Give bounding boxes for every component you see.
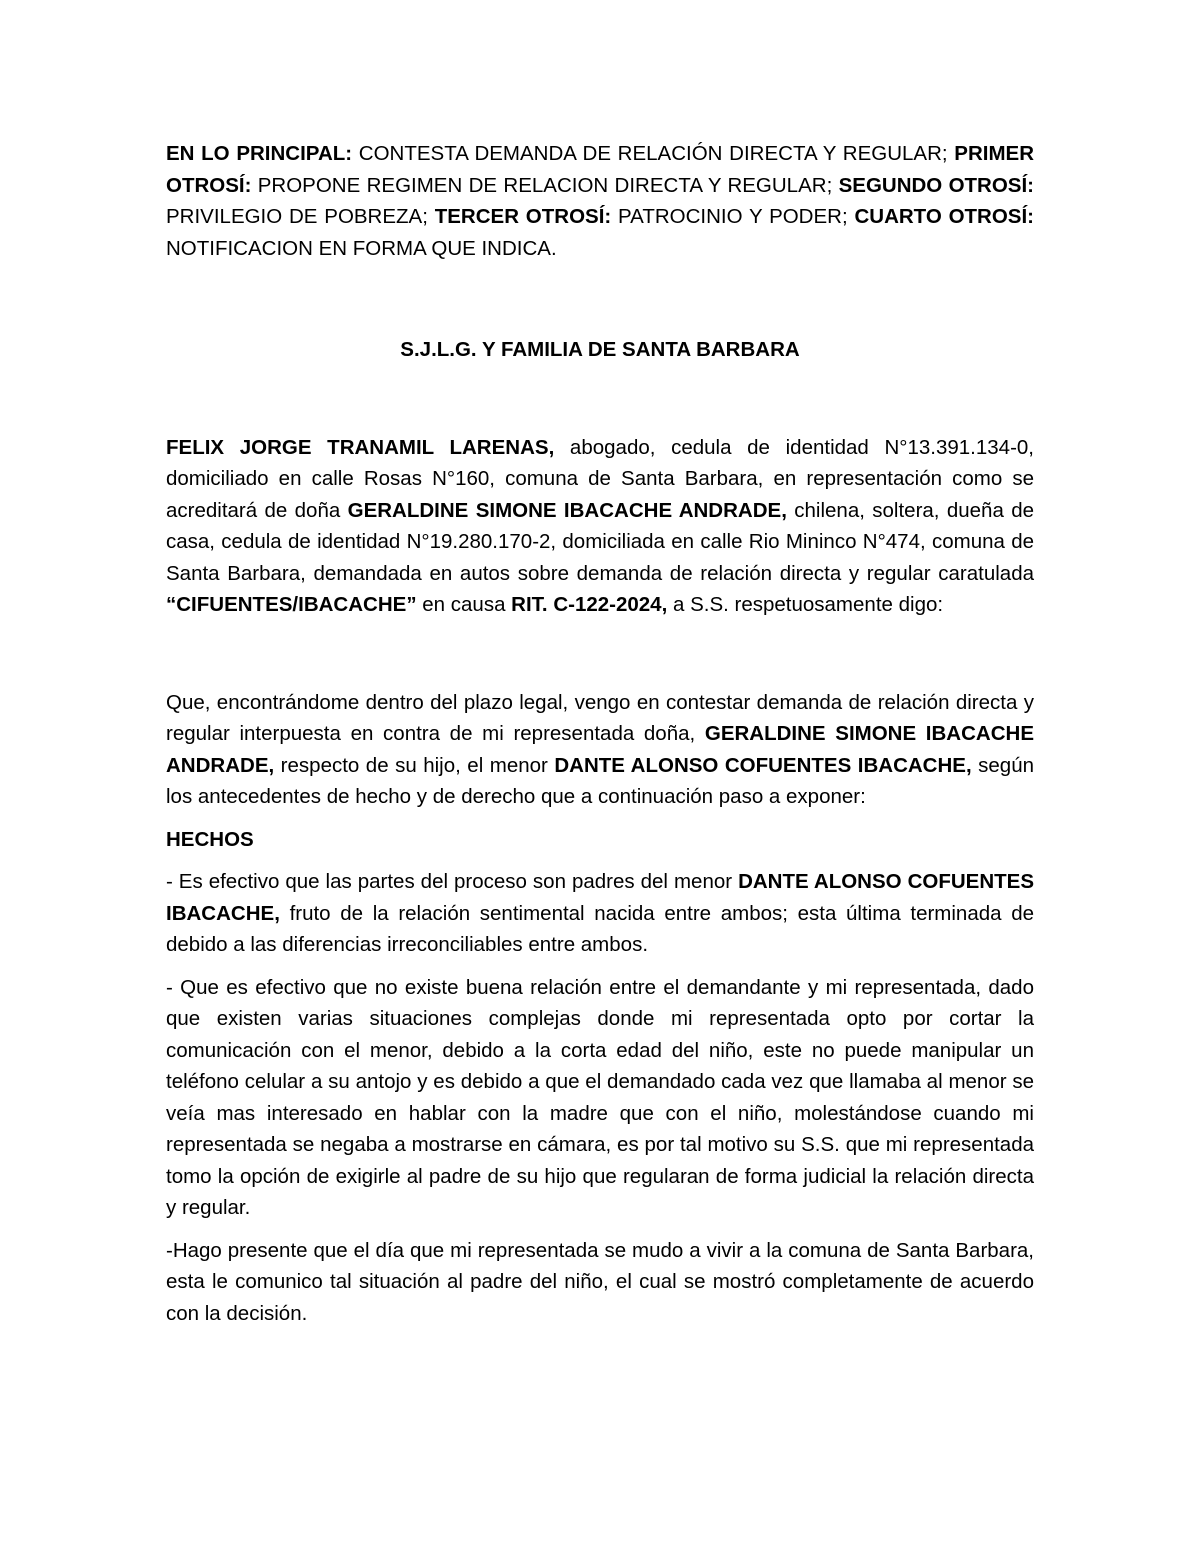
intro-text-2: chilena, soltera, dueña de casa, cedula de identidad N°19.280.170-2, domiciliada en calle Rio Mininco N°474, comuna de Santa Barbara, demandada en autos sobre demanda de relación directa y regular caratulada bbox=[166, 498, 1034, 585]
client-name: GERALDINE SIMONE IBACACHE ANDRADE, bbox=[347, 498, 787, 522]
intro-text-1: abogado, cedula de identidad N°13.391.134-0, domiciliado en calle Rosas N°160, comuna de Santa Barbara, en representación como se acreditará de doña bbox=[166, 435, 1035, 522]
summa-text-primer-otrosi: PROPONE REGIMEN DE RELACION DIRECTA Y REGULAR; bbox=[251, 173, 839, 197]
summa-paragraph bbox=[166, 138, 1034, 264]
que-minor-name: DANTE ALONSO COFUENTES IBACACHE, bbox=[554, 753, 972, 777]
summa-text-segundo-otrosi: PRIVILEGIO DE POBREZA; bbox=[166, 205, 435, 228]
que-text-1: Que, encontrándome dentro del plazo legal, vengo en contestar demanda de relación directa y regular interpuesta en contra de mi representada doña, bbox=[166, 690, 1034, 745]
intro-text-3: en causa bbox=[416, 593, 512, 616]
summa-label-segundo-otrosi: SEGUNDO OTROSÍ: bbox=[838, 173, 1034, 197]
summa-label-tercer-otrosi: TERCER OTROSÍ: bbox=[434, 205, 612, 228]
intro-text-4: a S.S. respetuosamente digo: bbox=[667, 593, 944, 616]
hechos-heading: HECHOS bbox=[166, 827, 254, 851]
document-page bbox=[166, 138, 1034, 1329]
summa-text-principal: CONTESTA DEMANDA DE RELACIÓN DIRECTA Y REGULAR; bbox=[352, 142, 955, 165]
fact-2-paragraph: - Que es efectivo que no existe buena relación entre el demandante y mi representada, dado que existen varias situaciones complejas donde mi representada opto por cortar la comunicación con el menor, debido a la corta edad del niño, este no puede manipular un teléfono celular a su antojo y es debido a que el demandado cada vez que llamaba al menor se veía mas interesado en hablar con la madre que con el niño, molestándose cuando mi representada se negaba a mostrarse en cámara, es por tal motivo su S.S. que mi representada tomo la opción de exigirle al padre de su hijo que regularan de forma judicial la relación directa y regular. bbox=[166, 975, 1034, 1219]
summa-label-cuarto-otrosi: CUARTO OTROSÍ: bbox=[854, 205, 1034, 228]
fact-1-text-2: fruto de la relación sentimental nacida entre ambos; esta última terminada de debido a las diferencias irreconciliables entre ambos. bbox=[166, 901, 1034, 956]
lawyer-name: FELIX JORGE TRANAMIL LARENAS, bbox=[166, 435, 555, 459]
intro-paragraph bbox=[166, 432, 1034, 621]
summa-label-primer-otrosi: PRIMER OTROSÍ: bbox=[166, 142, 1035, 197]
que-paragraph bbox=[166, 687, 1034, 813]
summa-text-tercer-otrosi: PATROCINIO Y PODER; bbox=[611, 205, 855, 228]
case-rit: RIT. C-122-2024, bbox=[511, 593, 668, 616]
que-client-name: GERALDINE SIMONE IBACACHE ANDRADE, bbox=[166, 722, 1034, 777]
fact-1-paragraph bbox=[166, 866, 1034, 961]
fact-3-paragraph: -Hago presente que el día que mi representada se mudo a vivir a la comuna de Santa Barbara, esta le comunico tal situación al padre del niño, el cual se mostró completamente de acuerdo con la decisión. bbox=[166, 1238, 1034, 1325]
court-heading: S.J.L.G. Y FAMILIA DE SANTA BARBARA bbox=[400, 338, 800, 361]
que-text-2: respecto de su hijo, el menor bbox=[274, 753, 555, 777]
fact-1-text-1: - Es efectivo que las partes del proceso son padres del menor bbox=[166, 870, 739, 893]
case-caption: “CIFUENTES/IBACACHE” bbox=[166, 593, 417, 616]
summa-text-cuarto-otrosi: NOTIFICACION EN FORMA QUE INDICA. bbox=[166, 236, 557, 260]
summa-label-principal: EN LO PRINCIPAL: bbox=[166, 142, 353, 165]
fact-1-minor-name: DANTE ALONSO COFUENTES IBACACHE, bbox=[166, 870, 1034, 925]
que-text-3: según los antecedentes de hecho y de derecho que a continuación paso a exponer: bbox=[166, 753, 1034, 808]
